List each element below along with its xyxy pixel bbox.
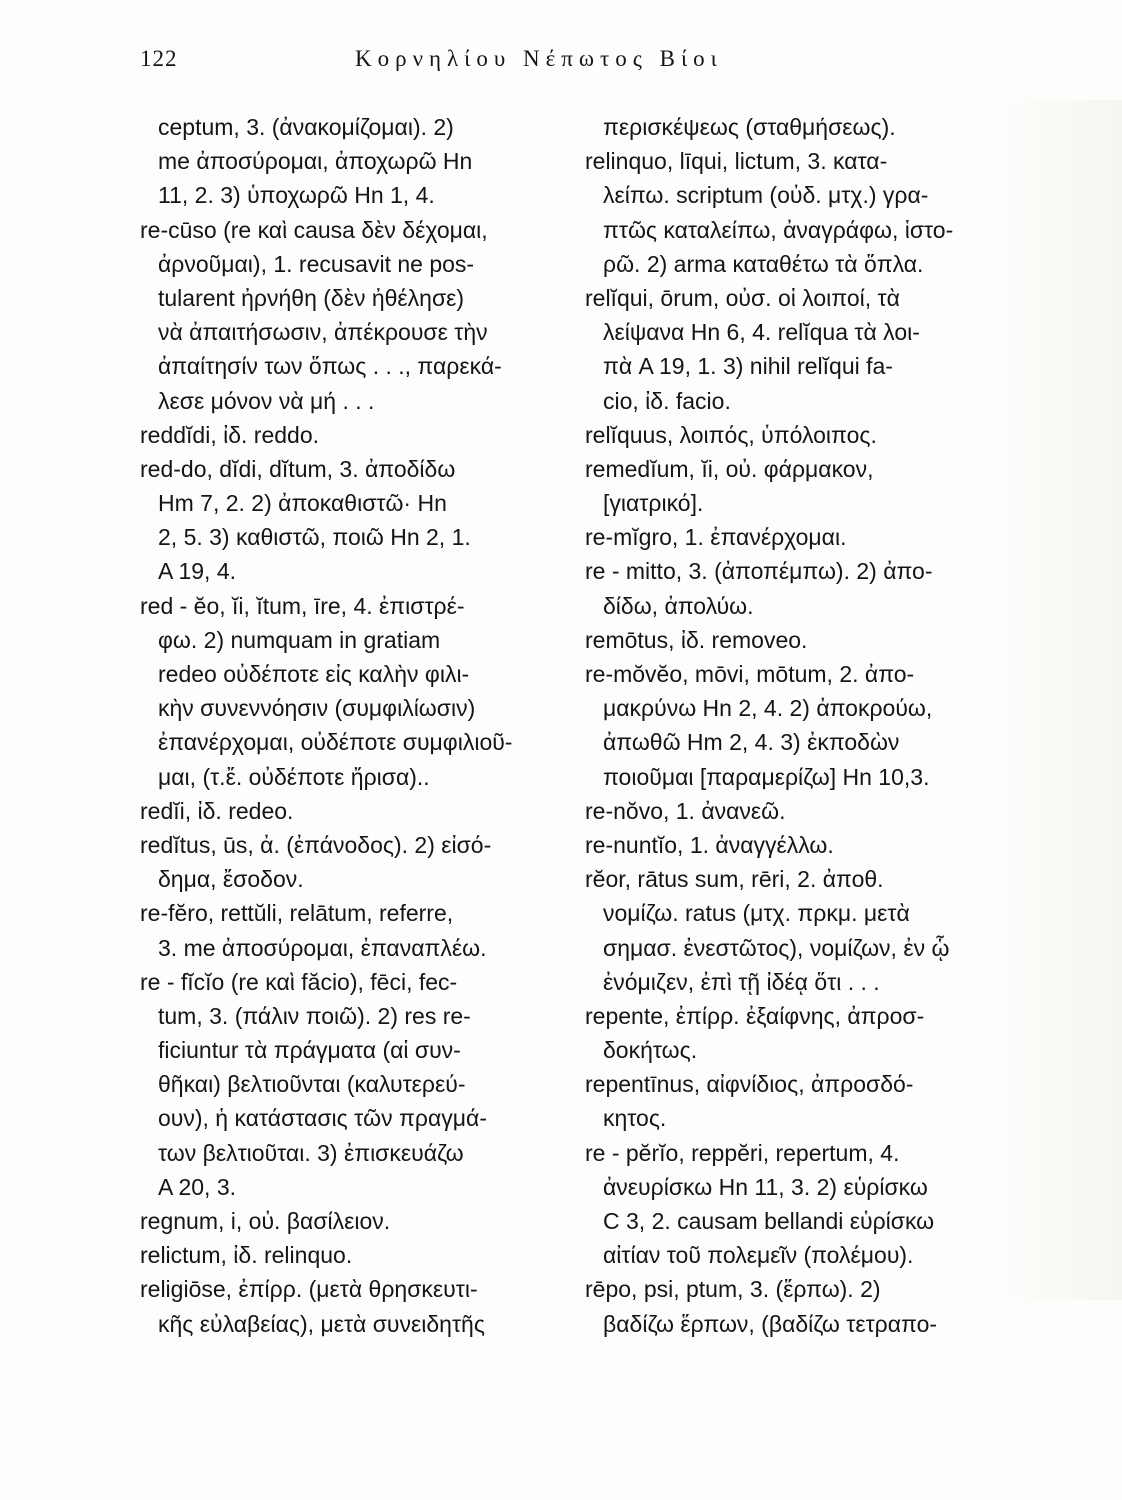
entry-headword-line: relĭqui, ōrum, οὐσ. οἱ λοιποί, τὰ [585,284,900,311]
entry-continuation-line: θῆκαι) βελτιοῦνται (καλυτερεύ- [158,1071,466,1098]
entry-continuation-line: ἐπανέρχομαι, οὐδέποτε συμφιλιοῦ- [158,729,513,756]
entry-headword-line: repentīnus, αἰφνίδιος, ἀπροσδό- [585,1071,914,1098]
entry-headword-line: redĭtus, ūs, ἀ. (ἐπάνοδος). 2) εἰσό- [140,831,492,858]
entry-headword-line: re-mĭgro, 1. ἐπανέρχομαι. [585,524,847,551]
entry-continuation-line: φω. 2) numquam in gratiam [158,626,441,653]
entry-continuation-line: ἀπαίτησίν των ὅπως . . ., παρεκά- [158,353,502,380]
entry-headword-line: re-mŏvĕo, mōvi, mōtum, 2. ἀπο- [585,661,915,687]
entry-headword-line: red - ĕo, ĭi, ĭtum, īre, 4. ἐπιστρέ- [140,592,465,619]
entry-headword-line: regnum, i, οὐ. βασίλειον. [140,1208,391,1234]
entry-continuation-line: A 19, 4. [158,558,237,585]
entry-continuation-line: tum, 3. (πάλιν ποιῶ). 2) res re- [158,1002,471,1029]
entry-continuation-line: 3. me ἀποσύρομαι, ἐπαναπλέω. [158,934,487,961]
entry-continuation-line: ουν), ἡ κατάστασις τῶν πραγμά- [158,1105,487,1132]
entry-continuation-line: κὴν συνεννόησιν (συμφιλίωσιν) [158,695,476,722]
right-column [585,110,1055,1341]
entry-headword-line: re-nŏvo, 1. ἀνανεῶ. [585,797,786,824]
entry-continuation-line: ἐνόμιζεν, ἐπὶ τῇ ἰδέᾳ ὅτι . . . [603,968,880,995]
entry-headword-line: relinquo, līqui, lictum, 3. κατα- [585,148,888,175]
entry-continuation-line: πτῶς καταλείπω, ἀναγράφω, ἱστο- [603,216,954,243]
entry-headword-line: repente, ἐπίρρ. ἐξαίφνης, ἀπροσ- [585,1002,925,1029]
entry-continuation-line: A 20, 3. [158,1173,237,1200]
entry-continuation-line: λεσε μόνον νὰ μή . . . [158,387,375,414]
entry-continuation-line: me ἀποσύρομαι, ἀποχωρῶ Hn [158,148,473,175]
entry-continuation-line: ἀρνοῦμαι), 1. recusavit ne pos- [158,250,475,277]
entry-continuation-line: 2, 5. 3) καθιστῶ, ποιῶ Hn 2, 1. [158,524,471,551]
entry-continuation-line: περισκέψεως (σταθμήσεως). [603,114,896,140]
entry-headword-line: redĭi, ἰδ. redeo. [140,797,294,824]
entry-continuation-line: αἰτίαν τοῦ πολεμεῖν (πολέμου). [603,1242,914,1269]
running-title: Κορνηλίου Νέπωτος Βίοι [355,46,723,71]
page-number: 122 [140,46,178,71]
entry-continuation-line: C 3, 2. causam bellandi εὑρίσκω [603,1208,935,1234]
entry-headword-line: remedĭum, ĭi, οὐ. φάρμακον, [585,455,874,482]
entry-continuation-line: 11, 2. 3) ὑποχωρῶ Hn 1, 4. [158,182,435,209]
entry-headword-line: religiōse, ἐπίρρ. (μετὰ θρησκευτι- [140,1276,478,1303]
entry-continuation-line: Hm 7, 2. 2) ἀποκαθιστῶ· Hn [158,490,447,517]
entry-continuation-line: μαι, (τ.ἔ. οὐδέποτε ἤρισα).. [158,763,430,790]
entry-continuation-line: ρῶ. 2) arma καταθέτω τὰ ὅπλα. [603,250,924,277]
entry-headword-line: rēpo, psi, ptum, 3. (ἕρπω). 2) [585,1276,881,1303]
entry-continuation-line: πὰ A 19, 1. 3) nihil relĭqui fa- [603,353,893,380]
entry-continuation-line: μακρύνω Hn 2, 4. 2) ἀποκρούω, [603,695,933,722]
left-column [140,110,570,1341]
entry-continuation-line: [γιατρικό]. [603,490,704,517]
entry-continuation-line: δίδω, ἀπολύω. [603,592,754,619]
entry-continuation-line: λείψανα Hn 6, 4. relĭqua τὰ λοι- [603,319,920,346]
entry-continuation-line: δημα, ἔσοδον. [158,866,304,893]
entry-continuation-line: λείπω. scriptum (οὐδ. μτχ.) γρα- [603,182,929,209]
entry-continuation-line: νὰ ἀπαιτήσωσιν, ἀπέκρουσε τὴν [158,319,488,346]
entry-continuation-line: ficiuntur τὰ πράγματα (αἱ συν- [158,1037,461,1064]
entry-continuation-line: ἀπωθῶ Hm 2, 4. 3) ἐκποδὼν [603,729,900,756]
entry-headword-line: rĕor, rātus sum, rēri, 2. ἀποθ. [585,866,884,893]
entry-continuation-line: cio, ἰδ. facio. [603,387,731,414]
entry-continuation-line: ἀνευρίσκω Hn 11, 3. 2) εὑρίσκω [603,1173,928,1200]
entry-continuation-line: βαδίζω ἕρπων, (βαδίζω τετραπο- [603,1310,938,1337]
entry-continuation-line: κῆς εὐλαβείας), μετὰ συνειδητῆς [158,1310,485,1337]
entry-headword-line: re-fĕro, rettŭli, relātum, referre, [140,900,454,927]
entry-continuation-line: ceptum, 3. (ἀνακομίζομαι). 2) [158,114,454,140]
entry-headword-line: re - fĭcĭo (re καὶ făcio), fēci, fec- [140,968,458,995]
entry-continuation-line: redeo οὐδέποτε εἰς καλὴν φιλι- [158,661,470,687]
entry-headword-line: re-cūso (re καὶ causa δὲν δέχομαι, [140,216,488,243]
entry-headword-line: re - mitto, 3. (ἀποπέμπω). 2) ἀπο- [585,558,933,585]
entry-continuation-line: νομίζω. ratus (μτχ. πρκμ. μετὰ [603,900,910,927]
entry-continuation-line: ποιοῦμαι [παραμερίζω] Hn 10,3. [603,763,930,790]
entry-continuation-line: tularent ἠρνήθη (δὲν ἠθέλησε) [158,284,465,311]
entry-headword-line: red-do, dĭdi, dĭtum, 3. ἀποδίδω [140,455,456,482]
entry-continuation-line: δοκήτως. [603,1037,698,1064]
entry-continuation-line: σημασ. ἐνεστῶτος), νομίζων, ἐν ᾧ [603,934,950,961]
entry-continuation-line: κητος. [603,1105,667,1132]
entry-headword-line: relĭquus, λοιπός, ὑπόλοιπος. [585,421,877,448]
entry-headword-line: reddĭdi, ἰδ. reddo. [140,421,320,448]
entry-headword-line: remōtus, ἰδ. removeo. [585,626,808,653]
entry-continuation-line: των βελτιοῦται. 3) ἐπισκευάζω [158,1139,464,1166]
entry-headword-line: re-nuntĭo, 1. ἀναγγέλλω. [585,831,834,858]
entry-headword-line: relictum, ἰδ. relinquo. [140,1242,353,1269]
entry-headword-line: re - pĕrĭo, reppĕri, repertum, 4. [585,1139,900,1166]
